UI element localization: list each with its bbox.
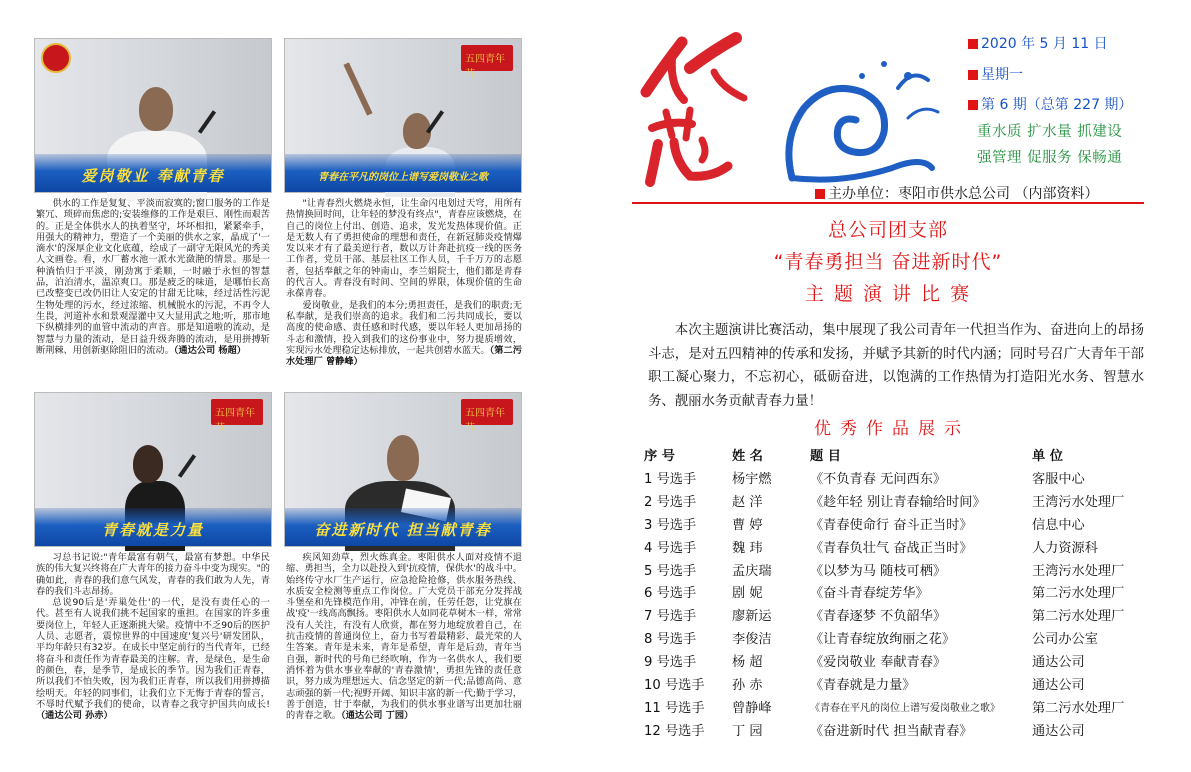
table-row [644,695,1157,718]
cell-unit: 信息中心 [1032,517,1085,533]
banner-flag: 五四青年节 [461,45,513,71]
cell-number: 3 号选手 [644,517,697,533]
headline-line-3: 主 题 演 讲 比 赛 [804,283,972,305]
cell-number: 2 号选手 [644,494,697,510]
table-row [644,672,1157,695]
table-row [644,626,1157,649]
cell-title: 《让青春绽放绚丽之花》 [810,632,956,648]
cell-title: 《爱岗敬业 奉献青春》 [810,655,947,671]
banner-flag: 五四青年节 [211,399,263,425]
cell-title: 《不负青春 无问西东》 [810,471,947,487]
cell-name: 剧 妮 [732,586,763,602]
table-row [644,580,1157,603]
cell-unit: 第二污水处理厂 [1032,700,1125,716]
cell-number: 5 号选手 [644,563,697,579]
table-row [644,649,1157,672]
table-header-row [644,442,1157,466]
headline-line-1: 总公司团支部 [827,219,948,241]
photo-caption: 青春就是力量 [35,508,271,546]
table-row [644,489,1157,512]
banner-flag: 五四青年节 [461,399,513,425]
table-row [644,535,1157,558]
cell-number: 12 号选手 [644,723,705,739]
cell-title: 《以梦为马 随枝可栖》 [810,563,947,579]
cell-unit: 公司办公室 [1032,632,1098,648]
cell-name: 曾静峰 [732,700,772,716]
cell-title: 《青春在平凡的岗位上谱写爱岗敬业之歌》 [810,702,1000,714]
col-header-name: 姓 名 [732,448,763,464]
motto-line-2: 强管理 促服务 保畅通 [977,150,1123,166]
col-header-number: 序 号 [644,448,675,464]
section-title: 优秀作品展示 [814,419,970,439]
cell-title: 《青春负壮气 奋战正当时》 [810,540,973,556]
headline-line-2: “青春勇担当 奋进新时代” [773,251,1003,273]
cell-number: 6 号选手 [644,586,697,602]
cell-unit: 王湾污水处理厂 [1032,563,1125,579]
cell-unit: 通达公司 [1032,723,1085,739]
article-3: 习总书记说:"青年最富有朝气，最富有梦想。中华民族的伟大复兴终将在广大青年的接力奋斗中变为现实。"的确如此，青春的我们意气风发，青春的我们敢为人先，青春的我们斗志昂扬。 总说90后是'弄巢处仕'的一代，是没有责任心的一代。甚至有人说我们挑不起国家的重担。在国家的许多重要岗位上，年轻人正逐渐挑大梁。疫情中不乏90后的医护人员、志愿者，震惊世界的中国速度'复兴号'研发团队，平均年龄只有32岁。在成长中坚定前行的当代青年，已经将奋斗和责任作为青春最美的注解。青，是绿色，是生命的颜色，春，是季节，是成长的季节。因为我们正青春，所以我们不怕失败，因为我们正青春，所以我们用拼搏描绘明天。年轻的同事们，让我们立下无悔于青春的誓言，不辱时代赋予我们的使命，以青春之我守护国共向成长!（通达公司 孙赤） [36,552,270,722]
cell-name: 廖新运 [732,609,772,625]
col-header-title: 题 目 [810,448,841,464]
photo-speaker-2 [284,38,522,193]
cell-name: 孟庆瑞 [732,563,772,579]
cell-number: 8 号选手 [644,632,697,648]
photo-caption: 爱岗敬业 奉献青春 [35,154,271,192]
issue-number: 第 6 期（总第 227 期） [968,94,1132,114]
cell-title: 《趁年轻 别让青春输给时间》 [810,494,986,510]
motto-line-1: 重水质 扩水量 抓建设 [977,124,1123,140]
photo-caption: 青春在平凡的岗位上谱写爱岗敬业之歌 [285,154,521,192]
masthead-logo [632,28,952,188]
table-row [644,718,1157,741]
cell-name: 杨宇燃 [732,471,772,487]
article-1: 供水的工作是复复、平淡而寂寞的;窗口服务的工作是繁冗、琐碎而焦虑的;安装维修的工作是艰巨、刚性而艰苦的。正是全体供水人的执着坚守，坏坏相扣，紧紧牵手，用强大的精神力，塑造了一个美丽的供水之家，晶成了'一滴水'的深厚企业文化底蕴，绘成了一副守无限风光的秀美人文画卷。看，水厂蓄水池一派水光潋滟的情景。那是一种淌怡归于平淡，刚劲寓于柔顺，一时融于永恒的智慧品，泊泊清水，温凉爽口。那是疲乏的味道，是哪怕长高已改整变已改仍旧让人安定的甘甜无比味，经过活性污泥生物处理的污水，经过浓缩、机械脱水的污泥，不再令人生畏，河道补水和景观湿灌中又大显用武之地;听，那市地下纵横排列的血管中流动的声音。那是知道啦的流动，是智慧与力量的流动，是日益升级奔腾的流动，是用拼搏斩断荆棘、用创新驱除阻旧的流动。（通达公司 杨超） [36,198,270,356]
cell-number: 10 号选手 [644,677,705,693]
cell-name: 孙 赤 [732,677,763,693]
cell-name: 杨 超 [732,655,763,671]
cell-title: 《奋进新时代 担当献青春》 [810,723,973,739]
host-line: 主办单位：枣阳市供水总公司 （内部资料） [815,183,1098,203]
table-row [644,603,1157,626]
table-row [644,466,1157,489]
cell-unit: 王湾污水处理厂 [1032,494,1125,510]
cell-number: 7 号选手 [644,609,697,625]
cell-name: 丁 园 [732,723,763,739]
party-emblem-icon [41,43,71,73]
photo-speaker-3 [34,392,272,547]
cell-unit: 通达公司 [1032,655,1085,671]
article-2: "让青春烈火燃烧永恒，让生命闪电划过天穹，用所有热情换回时间，让年轻的梦没有终点"，青春应该燃烧，在自己的岗位上付出、创造、追求，发光发热体现价值。正是无数人有了勇担使命的理想和责任，在新冠肺炎疫情爆发以来才有了最美逆行者，数以万计奔赴抗疫一线的医务工作者，党员干部、基层社区工作人员，千千万万的志愿者，包括奉献之年的钟南山，李兰娟院士，他们都是青春的代言人。青春没有时间、空间的界限，体现价值的生命永葆青春。 爱岗敬业，是我们的本分;勇担责任，是我们的职责;无私奉献，是我们崇高的追求。我们和二污共同成长，要以高度的使命感、责任感和时代感，要以年轻人更加昂扬的斗志和激情，投入到我们的这份事业中，努力提质增效，实现污水处理稳定达标排放，一起共创碧水蓝天。（第二污水处理厂 曾静峰） [286,198,522,368]
cell-unit: 第二污水处理厂 [1032,586,1125,602]
cell-number: 9 号选手 [644,655,697,671]
cell-unit: 第二污水处理厂 [1032,609,1125,625]
masthead-rule [632,202,1144,204]
cell-number: 11 号选手 [644,700,705,716]
photo-caption: 奋进新时代 担当献青春 [285,508,521,546]
cell-title: 《青春使命行 奋斗正当时》 [810,517,973,533]
photo-speaker-4 [284,392,522,547]
cell-name: 魏 玮 [732,540,763,556]
cell-name: 曹 婷 [732,517,763,533]
cell-unit: 客服中心 [1032,471,1085,487]
intro-paragraph: 本次主题演讲比赛活动，集中展现了我公司青年一代担当作为、奋进向上的昂扬斗志，是对五四精神的传承和发扬，并赋予其新的时代内涵；同时号召广大青年干部职工凝心聚力，不忘初心，砥砺奋进，以饱满的工作热情为打造阳光水务、智慧水务、靓丽水务贡献青春力量！ [648,323,1144,409]
table-row [644,512,1157,535]
cell-number: 1 号选手 [644,471,697,487]
table-row [644,558,1157,581]
article-4: 疾风知劲草，烈火炼真金。枣阳供水人面对疫情不退缩、勇担当，全力以赴投入到'抗疫情，保供水'的战斗中。始终传守水厂生产运行，应急抢险抢修，供水服务热线、水质安全检测等重点工作岗位。广大党员干部充分发挥战斗堡垒和先锋模范作用，冲锋在前，任劳任怨，让党旗在战'疫'一线高高飘扬。枣阳供水人如同花草树木一样，常常没有人关注，有没有人欣赏，都在努力地绽放着自己，在抗击疫情的普通岗位上，奋力书写着最精彩、最光荣的人生答案。青年是未来，青年是希望，青年是后劲，青年当自强，新时代的号角已经吹响，作为一名供水人，我们要消怀着为供水事业奉献的'青春激情'，勇担先锋的责任意识，努力成为理想远大、信念坚定的新一代;品德高尚、意志顽强的新一代;视野开阔、知识丰富的新一代;勤于学习，善于创造，甘于奉献，为我们的供水事业谱写出更加壮丽的青春之歌。（通达公司 丁园） [286,552,522,722]
cell-title: 《青春就是力量》 [810,677,916,693]
cell-title: 《奋斗青春绽芳华》 [810,586,929,602]
cell-name: 赵 洋 [732,494,763,510]
issue-weekday: 星期一 [968,64,1023,84]
col-header-unit: 单 位 [1032,448,1063,464]
works-table [644,442,1157,741]
cell-title: 《青春逐梦 不负韶华》 [810,609,947,625]
cell-unit: 人力资源科 [1032,540,1098,556]
cell-name: 李俊洁 [732,632,772,648]
issue-date: 2020 年 5 月 11 日 [968,33,1108,53]
cell-unit: 通达公司 [1032,677,1085,693]
cell-number: 4 号选手 [644,540,697,556]
photo-speaker-1 [34,38,272,193]
